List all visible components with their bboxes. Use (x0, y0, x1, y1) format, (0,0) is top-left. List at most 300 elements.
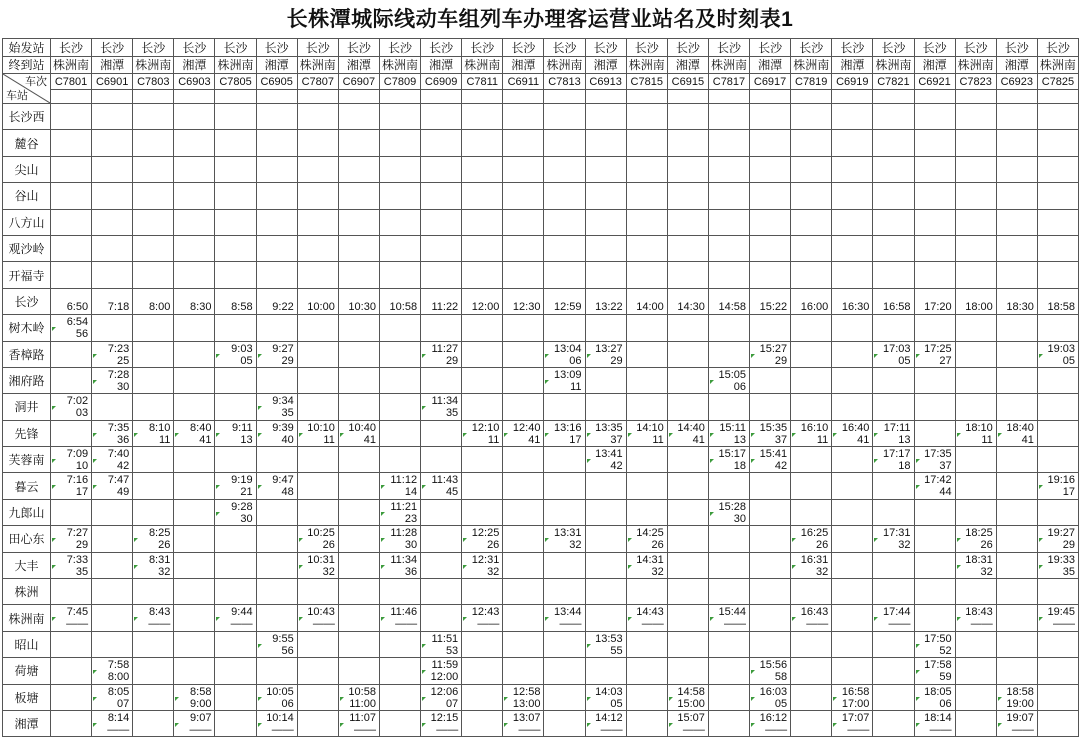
time-cell (380, 104, 421, 130)
time-cell (339, 236, 380, 262)
time-cell (298, 130, 339, 156)
time-cell (133, 289, 174, 315)
page-title: 长株潭城际线动车组列车办理客运营业站名及时刻表1 (286, 8, 794, 31)
time-cell (421, 473, 462, 499)
arrival-time: 16:31 (800, 553, 829, 566)
time-cell (956, 236, 997, 262)
time-cell (257, 658, 298, 684)
departure-time: —— (1052, 618, 1075, 631)
departure-time: 06 (569, 354, 582, 367)
departure-time: 13 (733, 433, 747, 446)
time-cell (257, 104, 298, 130)
time-cell (956, 210, 997, 236)
arrival-time: 18:40 (1006, 421, 1034, 434)
arrival-time: 7:58 (107, 659, 130, 672)
time-cell (709, 605, 750, 631)
departure-time: 18:00 (965, 301, 993, 314)
time-cell (791, 473, 832, 499)
time-cell (51, 605, 92, 631)
time-cell (215, 632, 256, 658)
time-cell (627, 421, 668, 447)
time-cell (997, 632, 1038, 658)
time-cell (627, 289, 668, 315)
arrival-time: 13:41 (595, 448, 623, 461)
departure-time: 17:00 (841, 697, 870, 710)
departure-time: 42 (610, 460, 623, 473)
time-cell (544, 289, 585, 315)
departure-time: —— (395, 618, 418, 631)
header-spacer-cell (380, 90, 421, 104)
time-cell (215, 658, 256, 684)
departure-time: —— (271, 723, 294, 736)
time-cell (174, 342, 215, 368)
arrival-time: 17:03 (882, 342, 911, 355)
train-number: C7823 (956, 74, 997, 90)
departure-time: —— (518, 723, 541, 736)
departure-time: 17 (75, 486, 89, 499)
header-spacer-cell (832, 90, 873, 104)
time-cell (298, 342, 339, 368)
arrival-time: 11:12 (390, 474, 418, 487)
time-cell (215, 289, 256, 315)
departure-time: 18:58 (1047, 301, 1075, 314)
departure-time: —— (724, 618, 747, 631)
departure-time: 6:50 (66, 301, 89, 314)
train-origin: 长沙 (462, 39, 503, 57)
time-cell (832, 632, 873, 658)
arrival-time: 11:59 (431, 659, 459, 672)
arrival-time: 16:25 (800, 527, 829, 540)
time-cell (627, 500, 668, 526)
time-cell (832, 447, 873, 473)
arrival-time: 9:28 (231, 500, 253, 513)
train-origin: 长沙 (750, 39, 791, 57)
time-cell (215, 315, 256, 341)
time-cell (51, 632, 92, 658)
train-number: C7817 (709, 74, 750, 90)
arrival-time: 17:35 (924, 448, 952, 461)
time-cell (92, 183, 133, 209)
departure-time: 18 (733, 460, 747, 473)
time-cell (873, 262, 914, 288)
time-cell (51, 236, 92, 262)
train-origin: 长沙 (380, 39, 421, 57)
time-cell (298, 658, 339, 684)
arrival-time: 13:44 (554, 606, 582, 619)
arrival-time: 9:55 (272, 632, 294, 645)
arrival-time: 13:35 (595, 421, 623, 434)
time-cell (709, 421, 750, 447)
time-cell (544, 421, 585, 447)
time-cell (544, 605, 585, 631)
time-cell (339, 183, 380, 209)
time-cell (503, 157, 544, 183)
time-cell (956, 289, 997, 315)
station-name: 树木岭 (3, 315, 51, 341)
station-name: 观沙岭 (3, 236, 51, 262)
time-cell (1038, 394, 1079, 420)
time-cell (627, 526, 668, 552)
time-cell (462, 605, 503, 631)
time-cell (339, 500, 380, 526)
departure-time: 30 (404, 539, 418, 552)
time-cell (956, 315, 997, 341)
departure-time: —— (888, 618, 911, 631)
arrival-time: 7:23 (107, 342, 130, 355)
train-origin: 长沙 (709, 39, 750, 57)
time-cell (544, 394, 585, 420)
time-cell (586, 658, 627, 684)
time-cell (997, 711, 1038, 737)
time-cell (174, 447, 215, 473)
arrival-time: 10:10 (307, 421, 335, 434)
train-number: C6909 (421, 74, 462, 90)
time-cell (709, 579, 750, 605)
train-destination: 株洲南 (709, 57, 750, 74)
header-spacer-cell (750, 90, 791, 104)
time-cell (51, 289, 92, 315)
time-cell (215, 605, 256, 631)
departure-time: 32 (980, 565, 993, 578)
time-cell (709, 447, 750, 473)
time-cell (873, 711, 914, 737)
time-cell (51, 394, 92, 420)
train-origin: 长沙 (421, 39, 462, 57)
time-cell (668, 130, 709, 156)
train-number-label: 车次 (25, 76, 47, 88)
arrival-time: 11:34 (390, 553, 418, 566)
arrival-time: 15:11 (719, 421, 747, 434)
time-cell (298, 447, 339, 473)
header-spacer-cell (421, 90, 462, 104)
departure-time: 35 (445, 407, 459, 420)
departure-time: 49 (116, 486, 130, 499)
time-cell (668, 157, 709, 183)
time-cell (750, 473, 791, 499)
arrival-time: 7:28 (107, 368, 130, 381)
time-cell (503, 526, 544, 552)
time-cell (956, 553, 997, 579)
station-name: 麓谷 (3, 130, 51, 156)
time-cell (462, 104, 503, 130)
time-cell (586, 210, 627, 236)
time-cell (257, 157, 298, 183)
time-cell (750, 500, 791, 526)
time-cell (174, 553, 215, 579)
time-cell (503, 632, 544, 658)
arrival-time: 12:43 (471, 606, 500, 619)
time-cell (791, 104, 832, 130)
time-cell (462, 368, 503, 394)
header-spacer-cell (791, 90, 832, 104)
time-cell (133, 157, 174, 183)
departure-time: 36 (116, 433, 130, 446)
time-cell (421, 605, 462, 631)
departure-time: 32 (816, 565, 829, 578)
time-cell (544, 262, 585, 288)
time-cell (421, 262, 462, 288)
time-cell (709, 342, 750, 368)
time-cell (586, 342, 627, 368)
train-number: C7815 (627, 74, 668, 90)
time-cell (257, 289, 298, 315)
time-cell (544, 632, 585, 658)
time-cell (1038, 605, 1079, 631)
time-cell (380, 473, 421, 499)
time-cell (956, 632, 997, 658)
arrival-time: 18:10 (965, 421, 993, 434)
time-cell (627, 157, 668, 183)
time-cell (298, 183, 339, 209)
time-cell (544, 157, 585, 183)
time-cell (462, 157, 503, 183)
station-name: 开福寺 (3, 262, 51, 288)
arrival-time: 16:10 (800, 421, 829, 434)
time-cell (791, 130, 832, 156)
time-cell (462, 473, 503, 499)
time-cell (462, 262, 503, 288)
time-cell (997, 342, 1038, 368)
time-cell (174, 526, 215, 552)
station-name: 先锋 (3, 421, 51, 447)
time-cell (298, 711, 339, 737)
time-cell (668, 342, 709, 368)
time-cell (174, 368, 215, 394)
arrival-time: 9:03 (231, 342, 253, 355)
departure-time: —— (641, 618, 664, 631)
time-cell (544, 315, 585, 341)
time-cell (133, 447, 174, 473)
header-spacer-cell (956, 90, 997, 104)
arrival-time: 17:25 (924, 342, 952, 355)
time-cell (915, 711, 956, 737)
departure-time: 05 (1062, 354, 1075, 367)
time-cell (544, 658, 585, 684)
departure-time: 41 (363, 433, 376, 446)
time-cell (668, 526, 709, 552)
time-cell (462, 447, 503, 473)
time-cell (257, 553, 298, 579)
time-cell (832, 553, 873, 579)
time-cell (627, 262, 668, 288)
arrival-time: 17:07 (841, 711, 870, 724)
time-cell (503, 394, 544, 420)
train-number: C6905 (257, 74, 298, 90)
time-cell (51, 421, 92, 447)
time-cell (92, 104, 133, 130)
time-cell (503, 447, 544, 473)
time-cell (380, 605, 421, 631)
time-cell (462, 526, 503, 552)
departure-time: 41 (199, 433, 212, 446)
time-cell (380, 658, 421, 684)
time-cell (832, 236, 873, 262)
departure-time: 44 (939, 486, 952, 499)
time-cell (997, 500, 1038, 526)
arrival-time: 18:31 (965, 553, 993, 566)
arrival-time: 12:10 (471, 421, 500, 434)
time-cell (1038, 447, 1079, 473)
time-cell (791, 368, 832, 394)
destination-label: 终到站 (3, 57, 51, 74)
departure-time: 11:00 (349, 697, 376, 710)
departure-time: 17:20 (924, 301, 952, 314)
time-cell (668, 262, 709, 288)
time-cell (503, 183, 544, 209)
time-cell (92, 447, 133, 473)
departure-time: 32 (322, 565, 335, 578)
time-cell (298, 289, 339, 315)
time-cell (956, 711, 997, 737)
time-cell (832, 210, 873, 236)
train-origin: 长沙 (873, 39, 914, 57)
time-cell (51, 183, 92, 209)
header-spacer-cell (709, 90, 750, 104)
arrival-time: 16:58 (841, 685, 870, 698)
time-cell (133, 685, 174, 711)
time-cell (421, 579, 462, 605)
time-cell (257, 236, 298, 262)
time-cell (380, 447, 421, 473)
time-cell (298, 315, 339, 341)
time-cell (380, 526, 421, 552)
departure-time: 11 (570, 380, 582, 393)
time-cell (339, 104, 380, 130)
arrival-time: 15:35 (759, 421, 788, 434)
time-cell (380, 262, 421, 288)
time-cell (915, 685, 956, 711)
departure-time: 10:00 (307, 301, 335, 314)
time-cell (956, 183, 997, 209)
time-cell (750, 447, 791, 473)
time-cell (462, 315, 503, 341)
time-cell (174, 236, 215, 262)
time-cell (709, 658, 750, 684)
time-cell (51, 500, 92, 526)
time-cell (873, 368, 914, 394)
time-cell (873, 526, 914, 552)
departure-time: 32 (158, 565, 171, 578)
departure-time: 35 (1062, 565, 1075, 578)
time-cell (915, 210, 956, 236)
time-cell (257, 605, 298, 631)
time-cell (956, 157, 997, 183)
time-cell (627, 685, 668, 711)
departure-time: 05 (898, 354, 911, 367)
train-origin: 长沙 (339, 39, 380, 57)
time-cell (133, 500, 174, 526)
time-cell (956, 447, 997, 473)
time-cell (1038, 526, 1079, 552)
time-cell (380, 183, 421, 209)
time-cell (133, 236, 174, 262)
departure-time: 35 (75, 565, 89, 578)
time-cell (832, 368, 873, 394)
time-cell (791, 632, 832, 658)
time-cell (380, 130, 421, 156)
time-cell (257, 447, 298, 473)
time-cell (832, 183, 873, 209)
time-cell (92, 473, 133, 499)
time-cell (709, 130, 750, 156)
departure-time: 30 (733, 512, 747, 525)
time-cell (92, 579, 133, 605)
departure-time: 48 (281, 486, 294, 499)
time-cell (339, 658, 380, 684)
arrival-time: 13:07 (512, 711, 541, 724)
departure-time: —— (682, 723, 705, 736)
time-cell (421, 421, 462, 447)
arrival-time: 9:07 (190, 711, 212, 724)
time-cell (462, 500, 503, 526)
time-cell (298, 605, 339, 631)
train-destination: 株洲南 (544, 57, 585, 74)
time-cell (257, 711, 298, 737)
time-cell (956, 342, 997, 368)
time-cell (503, 605, 544, 631)
time-cell (339, 342, 380, 368)
time-cell (668, 447, 709, 473)
time-cell (380, 632, 421, 658)
departure-time: 29 (1062, 539, 1075, 552)
departure-time: 18 (898, 460, 911, 473)
time-cell (956, 500, 997, 526)
time-cell (51, 711, 92, 737)
time-cell (1038, 104, 1079, 130)
time-cell (627, 315, 668, 341)
time-cell (915, 342, 956, 368)
header-spacer-cell (51, 90, 92, 104)
time-cell (627, 368, 668, 394)
header-spacer-cell (215, 90, 256, 104)
time-cell (873, 421, 914, 447)
time-cell (215, 473, 256, 499)
time-cell (380, 157, 421, 183)
departure-time: 29 (281, 354, 294, 367)
time-cell (997, 368, 1038, 394)
time-cell (51, 658, 92, 684)
time-cell (215, 685, 256, 711)
time-cell (791, 183, 832, 209)
time-cell (503, 711, 544, 737)
time-cell (174, 605, 215, 631)
arrival-time: 9:47 (272, 474, 294, 487)
station-name: 八方山 (3, 210, 51, 236)
departure-time: 36 (404, 565, 418, 578)
time-cell (750, 368, 791, 394)
time-cell (750, 130, 791, 156)
time-cell (339, 605, 380, 631)
time-cell (873, 473, 914, 499)
time-cell (257, 394, 298, 420)
time-cell (709, 262, 750, 288)
time-cell (1038, 315, 1079, 341)
arrival-time: 9:11 (232, 421, 253, 434)
time-cell (1038, 210, 1079, 236)
header-spacer-cell (257, 90, 298, 104)
time-cell (586, 130, 627, 156)
departure-time: 14 (404, 486, 418, 499)
time-cell (1038, 368, 1079, 394)
time-cell (462, 394, 503, 420)
time-cell (873, 130, 914, 156)
time-cell (997, 104, 1038, 130)
time-cell (133, 342, 174, 368)
time-cell (873, 236, 914, 262)
time-cell (791, 658, 832, 684)
departure-time: 26 (322, 539, 335, 552)
train-number: C6923 (997, 74, 1038, 90)
